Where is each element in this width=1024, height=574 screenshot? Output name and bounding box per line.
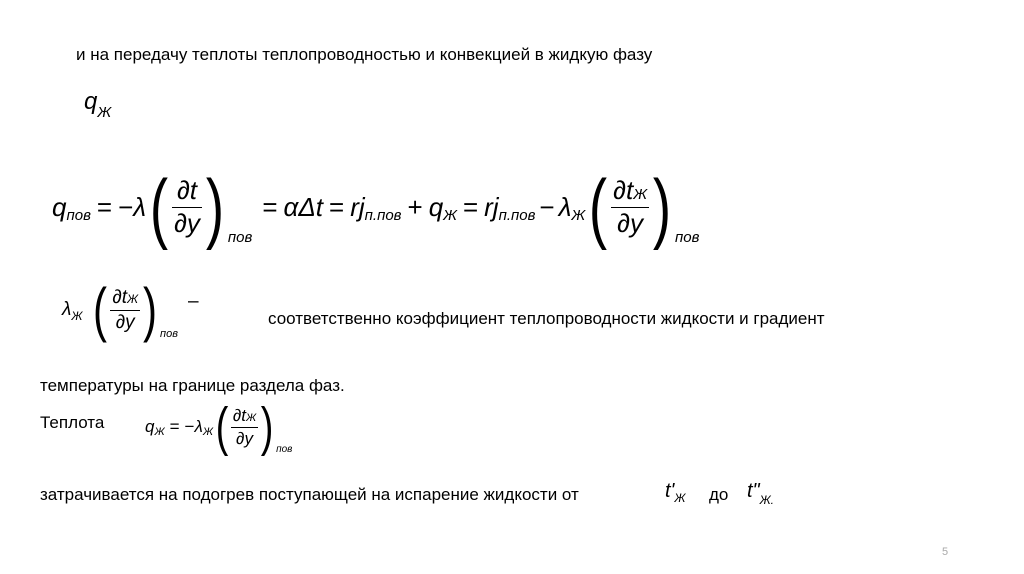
- right-paren: ): [205, 163, 225, 251]
- heat-eq-sign: =: [169, 417, 180, 436]
- main-equation: [52, 163, 700, 251]
- eq-minus-1: −: [118, 191, 134, 222]
- phase-boundary-text: температуры на границе раздела фаз.: [40, 376, 345, 395]
- eq-zh-sub-2: Ж: [571, 206, 586, 224]
- frac-num: ∂t: [176, 175, 198, 206]
- heat-q: q: [145, 417, 155, 436]
- eq-minus-2: −: [539, 191, 555, 222]
- fraction-dt-dy: [172, 177, 202, 237]
- eq-lambda: λ: [133, 191, 147, 222]
- term-paren-group: [90, 276, 178, 343]
- heat-right-paren: ): [260, 397, 274, 457]
- eq-sign-3: =: [329, 191, 345, 222]
- term-frac-num-t: ∂t: [112, 286, 128, 308]
- heat-left-paren: (: [215, 397, 229, 457]
- term-frac-bar: [110, 310, 140, 311]
- t-prime-zh: [665, 480, 685, 503]
- heat-lambda-zh-sub: Ж: [202, 426, 213, 438]
- term-frac-den: ∂y: [115, 311, 135, 333]
- term-lambda: λ: [62, 299, 72, 320]
- eq-paren-group-2: [585, 163, 700, 251]
- heat-frac-num-zh: Ж: [246, 411, 257, 424]
- zh-subscript: Ж: [97, 104, 112, 121]
- eq-npov-sub-1: п.пов: [364, 206, 402, 224]
- eq-plus: +: [407, 191, 423, 222]
- eq-paren-group-1: [146, 163, 253, 251]
- eq-sign-2: =: [262, 191, 278, 222]
- q-zh-symbol: [84, 88, 112, 121]
- eq-pov-sub: пов: [66, 206, 91, 224]
- lambda-gradient-term: [62, 276, 199, 343]
- term-zh-sub: Ж: [71, 309, 83, 323]
- frac-num-2-t: ∂t: [613, 175, 634, 206]
- frac-den: ∂y: [174, 207, 200, 238]
- term-frac-num-zh: Ж: [127, 291, 139, 306]
- coefficient-text: соответственно коэффициент теплопроводности жидкости и градиент: [268, 309, 825, 328]
- page-number: 5: [942, 546, 949, 558]
- term-fraction: [110, 288, 140, 333]
- term-left-paren: (: [93, 276, 108, 343]
- heat-zh-sub: Ж: [154, 426, 165, 438]
- heat-minus: −: [184, 417, 195, 436]
- to-word: до: [709, 485, 729, 504]
- t-dprime: t": [747, 480, 760, 502]
- eq-alpha-dt: αΔt: [283, 191, 324, 222]
- frac-num-2-zh: Ж: [633, 186, 647, 204]
- eq-q-zh: q: [428, 191, 444, 222]
- heat-paren-group: [213, 397, 293, 457]
- heat-frac-den: ∂y: [236, 428, 253, 448]
- term-dash: –: [187, 291, 199, 312]
- heating-text: затрачивается на подогрев поступающей на испарение жидкости от: [40, 485, 579, 504]
- heat-fraction: [231, 407, 258, 448]
- paren-pov-sub-2: пов: [674, 228, 700, 246]
- heat-lambda: λ: [194, 417, 203, 436]
- heat-frac-num: [231, 407, 258, 425]
- t-prime: t': [665, 480, 675, 502]
- t-dprime-zh-sub: Ж.: [759, 493, 774, 507]
- t-dprime-zh: [747, 480, 774, 507]
- frac-den-2: ∂y: [617, 207, 643, 238]
- term-right-paren: ): [143, 276, 158, 343]
- heat-pov-sub: пов: [276, 443, 293, 455]
- heat-label: Теплота: [40, 413, 105, 432]
- eq-rj-1: rj: [350, 191, 365, 222]
- frac-num-2: [611, 177, 649, 204]
- fraction-dtzh-dy: [611, 177, 649, 237]
- left-paren-2: (: [589, 163, 608, 251]
- eq-rj-2: rj: [484, 191, 499, 222]
- heat-equation: [145, 397, 293, 457]
- intro-text: и на передачу теплоты теплопроводностью и конвекцией в жидкую фазу: [76, 45, 653, 64]
- eq-sign-1: =: [96, 191, 113, 222]
- term-pov-sub: пов: [160, 328, 178, 340]
- eq-zh-sub-1: Ж: [443, 206, 457, 224]
- t-prime-zh-sub: Ж: [674, 491, 686, 505]
- eq-npov-sub-2: п.пов: [498, 206, 536, 224]
- q-letter: q: [84, 88, 98, 115]
- left-paren: (: [149, 163, 169, 251]
- right-paren-2: ): [652, 163, 672, 251]
- eq-lambda-zh: λ: [558, 191, 572, 222]
- heat-frac-num-t: ∂t: [232, 405, 247, 425]
- eq-q-pov: q: [52, 191, 67, 222]
- paren-pov-sub: пов: [227, 228, 253, 246]
- term-frac-num: [110, 288, 140, 308]
- eq-sign-4: =: [462, 191, 479, 222]
- heat-frac-bar: [231, 427, 258, 428]
